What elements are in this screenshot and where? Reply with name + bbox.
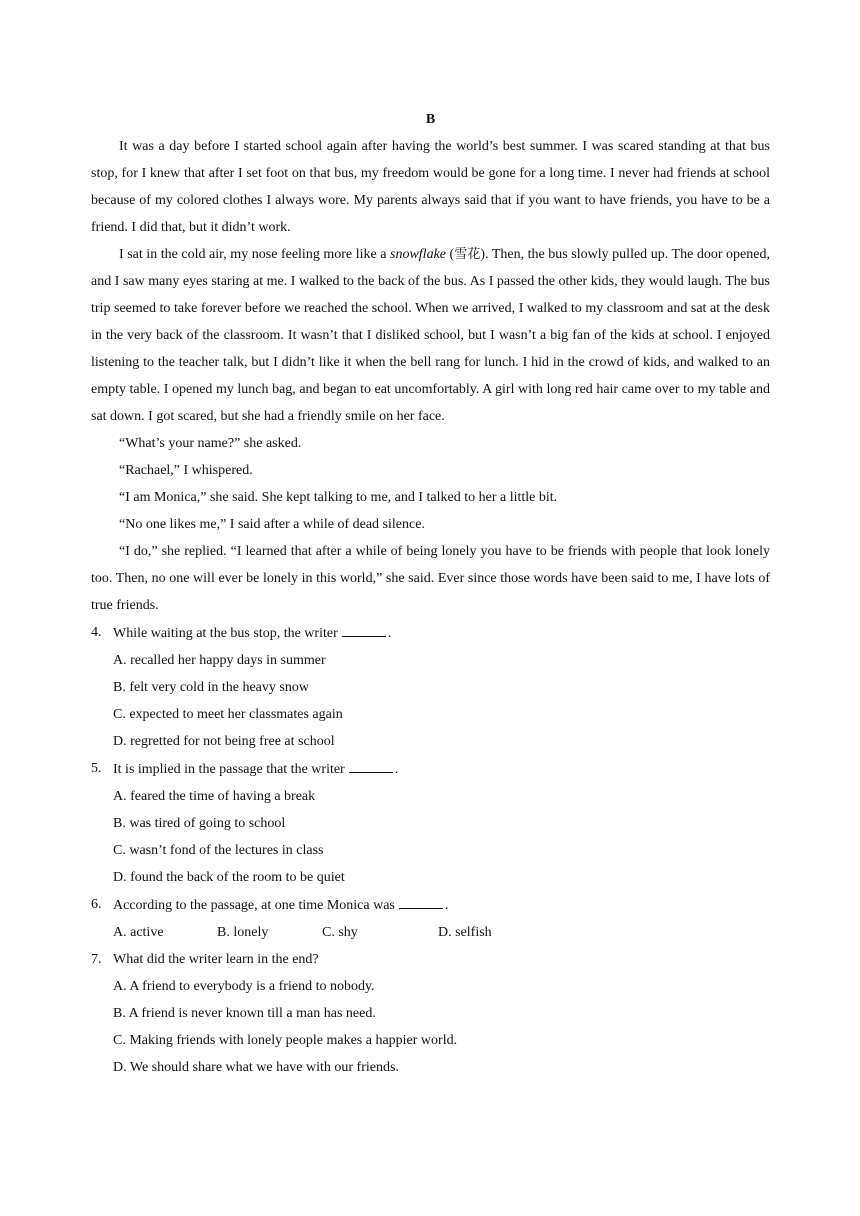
chinese-gloss: 雪花 (454, 247, 481, 262)
option-5d: D. found the back of the room to be quiet (113, 870, 345, 885)
passage-paragraph-4: “Rachael,” I whispered. (119, 463, 253, 478)
passage-paragraph-3: “What’s your name?” she asked. (119, 436, 302, 451)
passage-paragraph-5: “I am Monica,” she said. She kept talking to me, and I talked to her a little bit. (119, 490, 558, 505)
question-stem: According to the passage, at one time Monica was (113, 898, 395, 913)
document-page (91, 106, 770, 1081)
option-7b: B. A friend is never known till a man has need. (113, 1006, 376, 1021)
passage-paragraph-1: It was a day before I started school again after having the world’s best summer. I was scared standing at that bus stop, for I knew that after I set foot on that bus, my freedom would be gone for a long time. I never had friends at school because of my colored clothes I always wore. My parents always said that if you want to have friends, you have to be a friend. I did that, but it didn’t work. (91, 139, 770, 235)
answer-blank[interactable] (342, 619, 386, 637)
question-number: 4. (91, 625, 102, 640)
question-6: 6. According to the passage, at one time Monica was . (91, 891, 770, 919)
paragraph-2-start: I sat in the cold air, my nose feeling more like a (119, 247, 390, 262)
question-stem: What did the writer learn in the end? (113, 952, 319, 967)
passage-paragraph-2 (91, 241, 770, 430)
option-7c: C. Making friends with lonely people makes a happier world. (113, 1033, 458, 1048)
option-5a: A. feared the time of having a break (113, 789, 316, 804)
option-6b: B. lonely (217, 925, 269, 940)
question-number: 7. (91, 952, 102, 967)
question-number: 6. (91, 897, 102, 912)
paren-open: ( (446, 247, 455, 262)
option-5c: C. wasn’t fond of the lectures in class (113, 843, 324, 858)
question-number: 5. (91, 761, 102, 776)
option-4c: C. expected to meet her classmates again (113, 707, 343, 722)
option-6d: D. selfish (438, 925, 492, 940)
option-5b: B. was tired of going to school (113, 816, 286, 831)
answer-blank[interactable] (349, 755, 393, 773)
question-5: 5. It is implied in the passage that the writer . (91, 755, 770, 783)
option-7a: A. A friend to everybody is a friend to nobody. (113, 979, 375, 994)
option-4b: B. felt very cold in the heavy snow (113, 680, 309, 695)
passage-paragraph-6: “No one likes me,” I said after a while of dead silence. (119, 517, 425, 532)
question-stem: While waiting at the bus stop, the writer (113, 626, 338, 641)
option-7d: D. We should share what we have with our friends. (113, 1060, 399, 1075)
paragraph-2-rest: ). Then, the bus slowly pulled up. The door opened, and I saw many eyes staring at me. I walked to the back of the bus. As I passed the other kids, they would laugh. The bus trip seemed to take forever before we reached the school. When we arrived, I walked to my classroom and sat at the desk in the very back of the classroom. It wasn’t that I disliked school, but I wasn’t a big fan of the kids at school. I enjoyed listening to the teacher talk, but I didn’t like it when the bell rang for lunch. I hid in the crowd of kids, and walked to an empty table. I opened my lunch bag, and began to eat uncomfortably. A girl with long red hair came over to my table and sat down. I got scared, but she had a friendly smile on her face. (91, 247, 770, 424)
section-title: B (425, 112, 436, 127)
question-7 (91, 946, 770, 973)
italic-word: snowflake (390, 247, 446, 262)
question-4: 4. While waiting at the bus stop, the writer . (91, 619, 770, 647)
passage-paragraph-7: “I do,” she replied. “I learned that after a while of being lonely you have to be friends with people that look lonely too. Then, no one will ever be lonely in this world,” she said. Ever since those words have been said to me, I have lots of true friends. (91, 544, 770, 613)
answer-blank[interactable] (399, 891, 443, 909)
option-6a: A. active (113, 925, 164, 940)
question-stem: It is implied in the passage that the writer (113, 762, 345, 777)
option-4a: A. recalled her happy days in summer (113, 653, 326, 668)
options-row-6 (91, 919, 770, 946)
option-6c: C. shy (322, 925, 358, 940)
option-4d: D. regretted for not being free at school (113, 734, 335, 749)
